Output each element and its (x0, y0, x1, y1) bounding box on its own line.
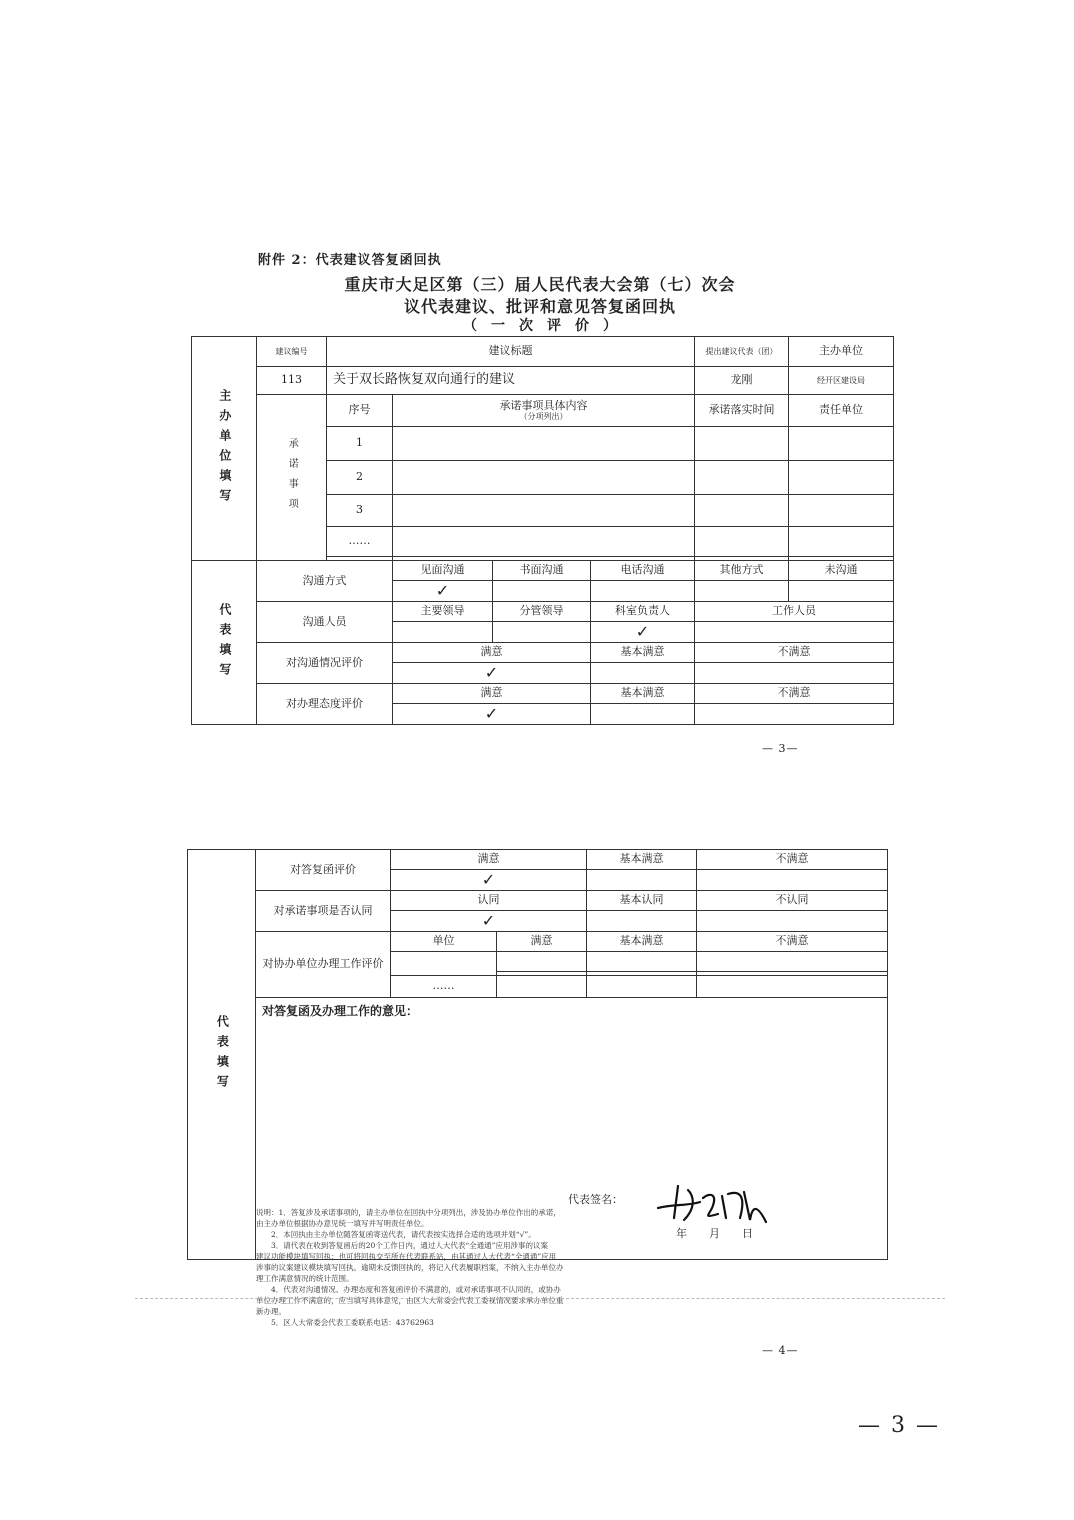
commit-seq: 3 (327, 495, 393, 527)
commit-seq: 1 (327, 427, 393, 461)
comm-eval-option: 基本满意 (591, 643, 695, 663)
comm-people-check[interactable] (591, 622, 695, 643)
attachment-label: 附件 2：代表建议答复函回执 (258, 253, 442, 268)
check-mark-icon: ✓ (635, 621, 650, 641)
receipt-table-page1 (191, 336, 894, 725)
comm-people-check[interactable] (493, 622, 591, 643)
attitude-eval-option: 基本满意 (591, 684, 695, 704)
page-number-4: — 4— (762, 1344, 799, 1357)
commit-agree-check[interactable] (391, 911, 587, 932)
commit-seq: …… (327, 527, 393, 557)
header-commit-content: 承诺事项具体内容 （分项列出） (393, 395, 695, 427)
comm-people-option: 主要领导 (393, 602, 493, 622)
comm-eval-option: 不满意 (695, 643, 894, 663)
reply-eval-option: 基本满意 (587, 850, 697, 870)
comm-people-option: 分管领导 (493, 602, 591, 622)
commit-content-cell[interactable] (393, 461, 695, 495)
commit-time-cell[interactable] (695, 527, 789, 557)
comm-eval-option: 满意 (393, 643, 591, 663)
commit-unit-cell[interactable] (789, 427, 894, 461)
commit-agree-option: 认同 (391, 891, 587, 911)
reply-eval-label: 对答复函评价 (256, 850, 391, 891)
date-label: 年 月 日 (676, 1227, 753, 1240)
section-representative-2: 代表填写 (188, 850, 256, 1260)
attitude-eval-option: 不满意 (695, 684, 894, 704)
check-mark-icon: ✓ (484, 662, 499, 682)
commit-seq: 2 (327, 461, 393, 495)
commit-time-cell[interactable] (695, 495, 789, 527)
comm-method-check[interactable] (591, 581, 695, 602)
check-mark-icon: ✓ (435, 580, 450, 600)
reply-eval-option: 不满意 (697, 850, 888, 870)
proposal-no: 113 (257, 367, 327, 395)
page-number-3: — 3— (762, 742, 799, 755)
comm-people-option: 工作人员 (695, 602, 894, 622)
commit-agree-check[interactable] (697, 911, 888, 932)
header-representative: 提出建议代表（团） (695, 337, 789, 367)
commit-content-cell[interactable] (393, 527, 695, 557)
commit-content-cell[interactable] (393, 495, 695, 527)
opinion-label: 对答复函及办理工作的意见： (262, 1004, 419, 1018)
signature-label: 代表签名： (568, 1193, 623, 1206)
comm-method-check[interactable] (493, 581, 591, 602)
check-mark-icon: ✓ (481, 869, 496, 889)
co-unit-check[interactable] (697, 976, 888, 998)
co-unit-option: 满意 (497, 932, 587, 952)
comm-method-option: 其他方式 (695, 561, 789, 581)
comm-eval-check[interactable] (591, 663, 695, 684)
reply-eval-option: 满意 (391, 850, 587, 870)
co-unit-header: 单位 (391, 932, 497, 952)
commit-time-cell[interactable] (695, 461, 789, 495)
header-proposal-no: 建议编号 (257, 337, 327, 367)
scan-divider (135, 1298, 945, 1299)
form-title-line1: 重庆市大足区第（三）届人民代表大会第（七）次会 (344, 275, 736, 294)
commit-agree-option: 不认同 (697, 891, 888, 911)
comm-method-check[interactable] (393, 581, 493, 602)
commit-content-cell[interactable] (393, 427, 695, 461)
reply-eval-check[interactable] (587, 870, 697, 891)
comm-eval-check[interactable] (393, 663, 591, 684)
section-representative: 代表填写 (192, 561, 257, 725)
co-unit-name-cell[interactable] (391, 952, 497, 976)
comm-eval-label: 对沟通情况评价 (257, 643, 393, 684)
co-unit-check[interactable] (587, 952, 697, 972)
co-unit-more: …… (391, 976, 497, 998)
reply-eval-check[interactable] (697, 870, 888, 891)
commit-agree-check[interactable] (587, 911, 697, 932)
comm-method-label: 沟通方式 (257, 561, 393, 602)
proposal-title: 关于双长路恢复双向通行的建议 (327, 367, 695, 395)
comm-people-check[interactable] (393, 622, 493, 643)
receipt-table-page2 (187, 849, 888, 1260)
header-seq: 序号 (327, 395, 393, 427)
comm-people-option: 科室负责人 (591, 602, 695, 622)
attitude-eval-check[interactable] (591, 704, 695, 725)
attitude-eval-option: 满意 (393, 684, 591, 704)
comm-method-option: 未沟通 (789, 561, 894, 581)
commit-time-cell[interactable] (695, 427, 789, 461)
commit-unit-cell[interactable] (789, 495, 894, 527)
attitude-eval-label: 对办理态度评价 (257, 684, 393, 725)
header-proposal-title: 建议标题 (327, 337, 695, 367)
commit-unit-cell[interactable] (789, 527, 894, 557)
comm-method-check[interactable] (695, 581, 789, 602)
comm-people-check[interactable] (695, 622, 894, 643)
co-unit-check[interactable] (587, 976, 697, 998)
comm-method-option: 电话沟通 (591, 561, 695, 581)
co-unit-option: 基本满意 (587, 932, 697, 952)
header-commit-time: 承诺落实时间 (695, 395, 789, 427)
comm-method-option: 见面沟通 (393, 561, 493, 581)
attitude-eval-check[interactable] (393, 704, 591, 725)
commit-unit-cell[interactable] (789, 461, 894, 495)
attitude-eval-check[interactable] (695, 704, 894, 725)
section-main-unit: 主办单位填写 (192, 337, 257, 561)
co-unit-check[interactable] (497, 952, 587, 972)
comm-method-check[interactable] (789, 581, 894, 602)
representative-name: 龙刚 (695, 367, 789, 395)
document-page-number: — 3 — (858, 1413, 940, 1438)
lead-unit-name: 经开区建设局 (789, 367, 894, 395)
header-responsible-unit: 责任单位 (789, 395, 894, 427)
comm-method-option: 书面沟通 (493, 561, 591, 581)
co-unit-eval-label: 对协办单位办理工作评价 (256, 932, 391, 998)
header-lead-unit: 主办单位 (789, 337, 894, 367)
check-mark-icon: ✓ (484, 703, 499, 723)
form-title-line2: 议代表建议、批评和意见答复函回执 (403, 297, 676, 316)
instructions-notes: 说明：1．答复涉及承诺事项的，请主办单位在回执中分项列出，涉及协办单位作出的承诺， 由主办单位根据协办意见统一填写并写明责任单位。 2．本回执由主办单位随答复函寄送代表，请代表按实选择合适的选项并划“√”。 3．请代表在收到答复函后的20个工作日内，通过人大代表“全通通”应用涉事的议案 建议功能模块填写回执；也可将回执交至所在代表联系站，由其通过人大代表“全通通”应用 涉事的议案建议模块填写回执。逾期未反馈回执的，将记入代表履职档案，不纳入主办单位办 理工作满意情况的统计范围。 4．代表对沟通情况、办理态度和答复函评价不满意的，或对承诺事项不认同的，或协办 单位办理工作不满意的，应当填写具体意见，由区人大常委会代表工委视情况要求承办单位重 新办理。 5．区人大常委会代表工委联系电话：43762963 (256, 1208, 564, 1327)
commit-agree-label: 对承诺事项是否认同 (256, 891, 391, 932)
comm-eval-check[interactable] (695, 663, 894, 684)
co-unit-check[interactable] (497, 976, 587, 998)
form-title-line3: （ 一 次 评 价 ） (463, 318, 617, 334)
co-unit-option: 不满意 (697, 932, 888, 952)
commit-agree-option: 基本认同 (587, 891, 697, 911)
co-unit-check[interactable] (697, 952, 888, 972)
reply-eval-check[interactable] (391, 870, 587, 891)
commit-items-label: 承诺事项 (257, 395, 327, 561)
comm-people-label: 沟通人员 (257, 602, 393, 643)
check-mark-icon: ✓ (481, 910, 496, 930)
